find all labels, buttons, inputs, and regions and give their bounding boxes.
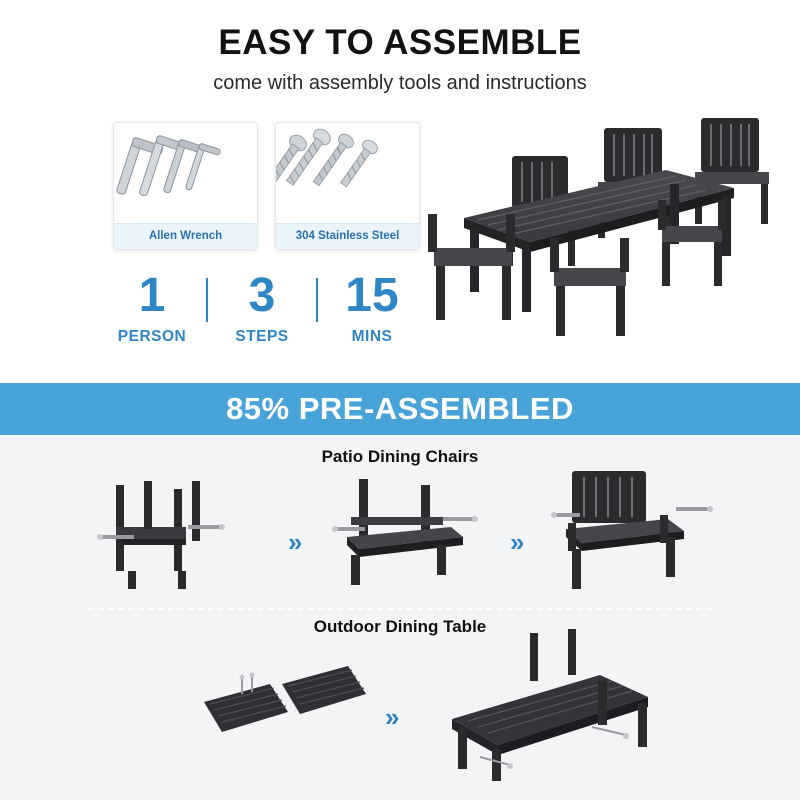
tool-cards: [113, 122, 420, 250]
tool-card-label: Allen Wrench: [114, 223, 257, 249]
stat-divider: [316, 278, 318, 322]
chair-frame-step-1: [92, 475, 242, 600]
stat-number: 1: [138, 269, 166, 322]
step-arrow-icon: »: [510, 527, 522, 557]
stat-divider: [206, 278, 208, 322]
allen-wrench-icon: [114, 123, 257, 223]
stat-caption: MINS: [351, 328, 393, 345]
patio-dining-set-illustration: [404, 108, 792, 368]
table-assembled-step-2: [440, 623, 670, 788]
step-arrow-icon: »: [385, 702, 397, 732]
stat-steps: [214, 269, 310, 346]
chair-steps-row: [0, 467, 800, 612]
tool-card-label: 304 Stainless Steel: [276, 223, 419, 249]
bottom-section: [0, 435, 800, 800]
banner-text: 85% PRE-ASSEMBLED: [226, 391, 574, 426]
step-arrow-icon: »: [288, 527, 300, 557]
stat-caption: STEPS: [235, 328, 289, 345]
stat-number: 15: [345, 269, 399, 322]
stat-person: [104, 269, 200, 346]
chair-section-title: Patio Dining Chairs: [321, 447, 479, 466]
stat-caption: PERSON: [117, 328, 187, 345]
table-top-panels-step-1: [196, 650, 376, 770]
stats-row: [104, 269, 420, 346]
tool-card-stainless-screws: [275, 122, 420, 250]
table-section-title: Outdoor Dining Table: [313, 617, 487, 636]
stat-number: 3: [248, 269, 276, 322]
chair-frame-step-2: [325, 475, 485, 600]
section-divider: [88, 608, 712, 610]
pre-assembled-banner: [0, 383, 800, 435]
page-subtitle: come with assembly tools and instructions: [213, 72, 587, 94]
screws-icon: [276, 123, 419, 223]
top-section: [0, 0, 800, 383]
tool-card-allen-wrench: [113, 122, 258, 250]
chair-assembled-step-3: [548, 467, 718, 602]
page-title: EASY TO ASSEMBLE: [218, 23, 582, 62]
